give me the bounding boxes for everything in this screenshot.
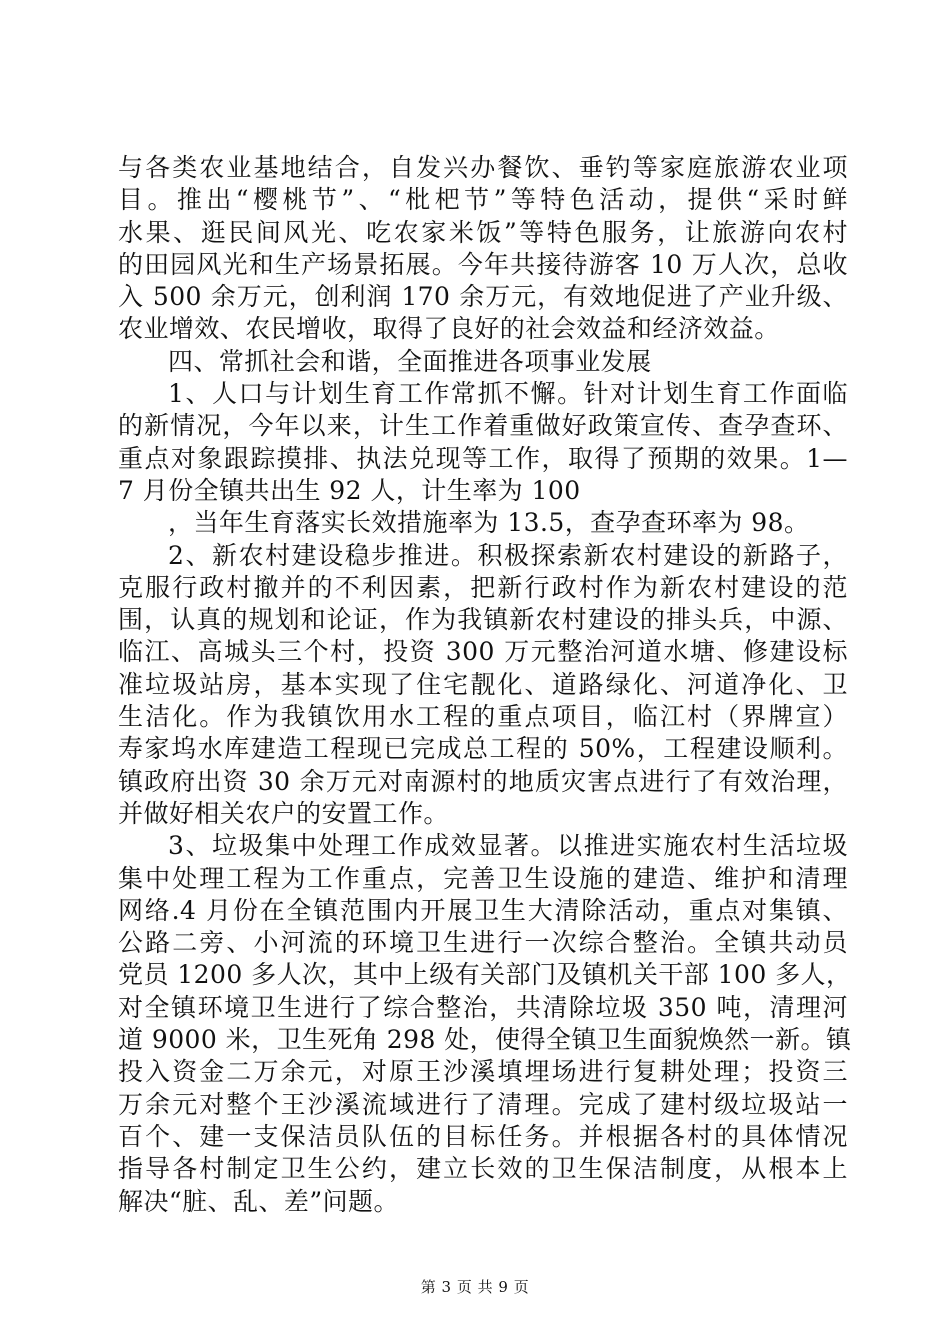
text-line: 的田园风光和生产场景拓展。今年共接待游客 10 万人次，总收 — [118, 249, 848, 279]
text-line: 解决“脏、乱、差”问题。 — [118, 1186, 399, 1216]
text-line: 公路二旁、小河流的环境卫生进行一次综合整治。全镇共动员 — [118, 928, 848, 958]
text-line: 集中处理工程为工作重点，完善卫生设施的建造、维护和清理 — [118, 863, 848, 893]
text-line: 百个、建一支保洁员队伍的目标任务。并根据各村的具体情况 — [118, 1121, 848, 1151]
text-line: 并做好相关农户的安置工作。 — [118, 798, 449, 828]
text-line: 四、常抓社会和谐，全面推进各项事业发展 — [168, 346, 652, 376]
page-footer: 第 3 页 共 9 页 — [420, 1278, 530, 1296]
text-line: 农业增效、农民增收，取得了良好的社会效益和经济效益。 — [118, 314, 780, 344]
text-line: 与各类农业基地结合，自发兴办餐饮、垂钓等家庭旅游农业项 — [118, 153, 848, 182]
text-line: 2、新农村建设稳步推进。积极探索新农村建设的新路子， — [168, 540, 848, 570]
text-line: 重点对象跟踪摸排、执法兑现等工作，取得了预期的效果。1— — [118, 443, 848, 473]
text-line: 目。推出“樱桃节”、“枇杷节”等特色活动，提供“采时鲜 — [118, 185, 848, 215]
text-line: 投入资金二万余元，对原王沙溪填埋场进行复耕处理；投资三 — [118, 1057, 848, 1087]
text-line: ，当年生育落实长效措施率为 13.5，查孕查环率为 98。 — [168, 508, 810, 538]
text-line: 的新情况，今年以来，计生工作着重做好政策宣传、查孕查环、 — [118, 411, 848, 441]
text-line: 寿家坞水库建造工程现已完成总工程的 50%，工程建设顺利。 — [118, 734, 848, 764]
text-line: 入 500 余万元，创利润 170 余万元，有效地促进了产业升级、 — [118, 282, 848, 312]
text-line: 水果、逛民间风光、吃农家米饭”等特色服务，让旅游向农村 — [118, 217, 848, 247]
text-line: 克服行政村撤并的不利因素，把新行政村作为新农村建设的范 — [118, 572, 848, 602]
text-line: 指导各村制定卫生公约，建立长效的卫生保洁制度，从根本上 — [118, 1154, 848, 1184]
text-line: 万余元对整个王沙溪流域进行了清理。完成了建村级垃圾站一 — [118, 1089, 848, 1119]
text-line: 道 9000 米，卫生死角 298 处，使得全镇卫生面貌焕然一新。镇 — [118, 1025, 852, 1055]
text-line: 对全镇环境卫生进行了综合整治，共清除垃圾 350 吨，清理河 — [118, 992, 848, 1022]
text-line: 1、人口与计划生育工作常抓不懈。针对计划生育工作面临 — [168, 379, 848, 409]
text-line: 生洁化。作为我镇饮用水工程的重点项目，临江村（界牌宣） — [118, 702, 848, 732]
text-line: 网络.4 月份在全镇范围内开展卫生大清除活动，重点对集镇、 — [118, 895, 848, 925]
text-line: 党员 1200 多人次，其中上级有关部门及镇机关干部 100 多人， — [118, 960, 852, 990]
text-line: 准垃圾站房，基本实现了住宅靓化、道路绿化、河道净化、卫 — [118, 669, 848, 699]
text-line: 围，认真的规划和论证，作为我镇新农村建设的排头兵，中源、 — [118, 605, 848, 635]
document-body — [118, 152, 852, 1218]
text-line: 7 月份全镇共出生 92 人，计生率为 100 — [118, 475, 581, 505]
text-line: 临江、高城头三个村，投资 300 万元整治河道水塘、修建设标 — [118, 637, 848, 667]
text-line: 3、垃圾集中处理工作成效显著。以推进实施农村生活垃圾 — [168, 831, 848, 861]
text-line: 镇政府出资 30 余万元对南源村的地质灾害点进行了有效治理， — [118, 766, 848, 796]
